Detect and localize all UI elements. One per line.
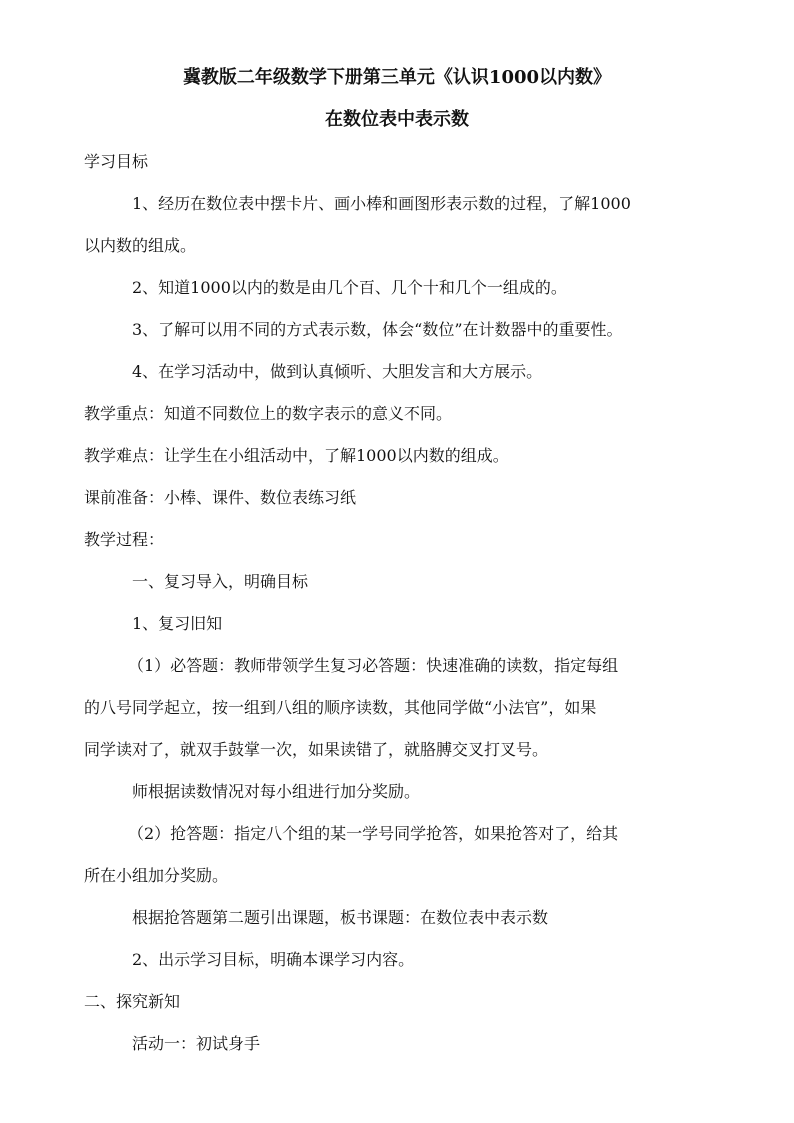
step-2-heading: 2、出示学习目标，明确本课学习内容。 [132, 950, 415, 969]
teaching-process-heading: 教学过程： [84, 530, 165, 549]
question-1-line-2: 的八号同学起立，按一组到八组的顺序读数，其他同学做“小法官”，如果 [84, 698, 597, 717]
question-2-line-2: 所在小组加分奖励。 [84, 866, 229, 885]
step-1-heading: 1、复习旧知 [132, 614, 223, 633]
part-2-heading: 二、探究新知 [84, 992, 181, 1011]
goal-4: 4、在学习活动中，做到认真倾听、大胆发言和大方展示。 [132, 362, 543, 381]
goal-3: 3、了解可以用不同的方式表示数，体会“数位”在计数器中的重要性。 [132, 320, 623, 339]
part-1-heading: 一、复习导入，明确目标 [132, 572, 309, 591]
activity-1-heading: 活动一：初试身手 [132, 1034, 261, 1053]
section-learning-goals: 学习目标 [84, 152, 149, 171]
goal-2: 2、知道1000以内的数是由几个百、几个十和几个一组成的。 [132, 278, 567, 297]
question-2-line-1: （2）抢答题：指定八个组的某一学号同学抢答，如果抢答对了，给其 [128, 824, 619, 843]
question-1-line-1: （1）必答题：教师带领学生复习必答题：快速准确的读数，指定每组 [128, 656, 619, 675]
document-subtitle: 在数位表中表示数 [325, 109, 469, 130]
teaching-key-point: 教学重点：知道不同数位上的数字表示的意义不同。 [84, 404, 453, 423]
document-title: 冀教版二年级数学下册第三单元《认识1000以内数》 [182, 67, 612, 88]
question-1-line-3: 同学读对了，就双手鼓掌一次，如果读错了，就胳膊交叉打叉号。 [84, 740, 549, 759]
reward-line: 师根据读数情况对每小组进行加分奖励。 [132, 782, 421, 801]
topic-line: 根据抢答题第二题引出课题，板书课题：在数位表中表示数 [132, 908, 549, 927]
goal-1-line-2: 以内数的组成。 [84, 236, 197, 255]
goal-1-line-1: 1、经历在数位表中摆卡片、画小棒和画图形表示数的过程，了解1000 [132, 194, 631, 213]
class-preparation: 课前准备：小棒、课件、数位表练习纸 [84, 488, 357, 507]
teaching-difficulty: 教学难点：让学生在小组活动中，了解1000以内数的组成。 [84, 446, 509, 465]
